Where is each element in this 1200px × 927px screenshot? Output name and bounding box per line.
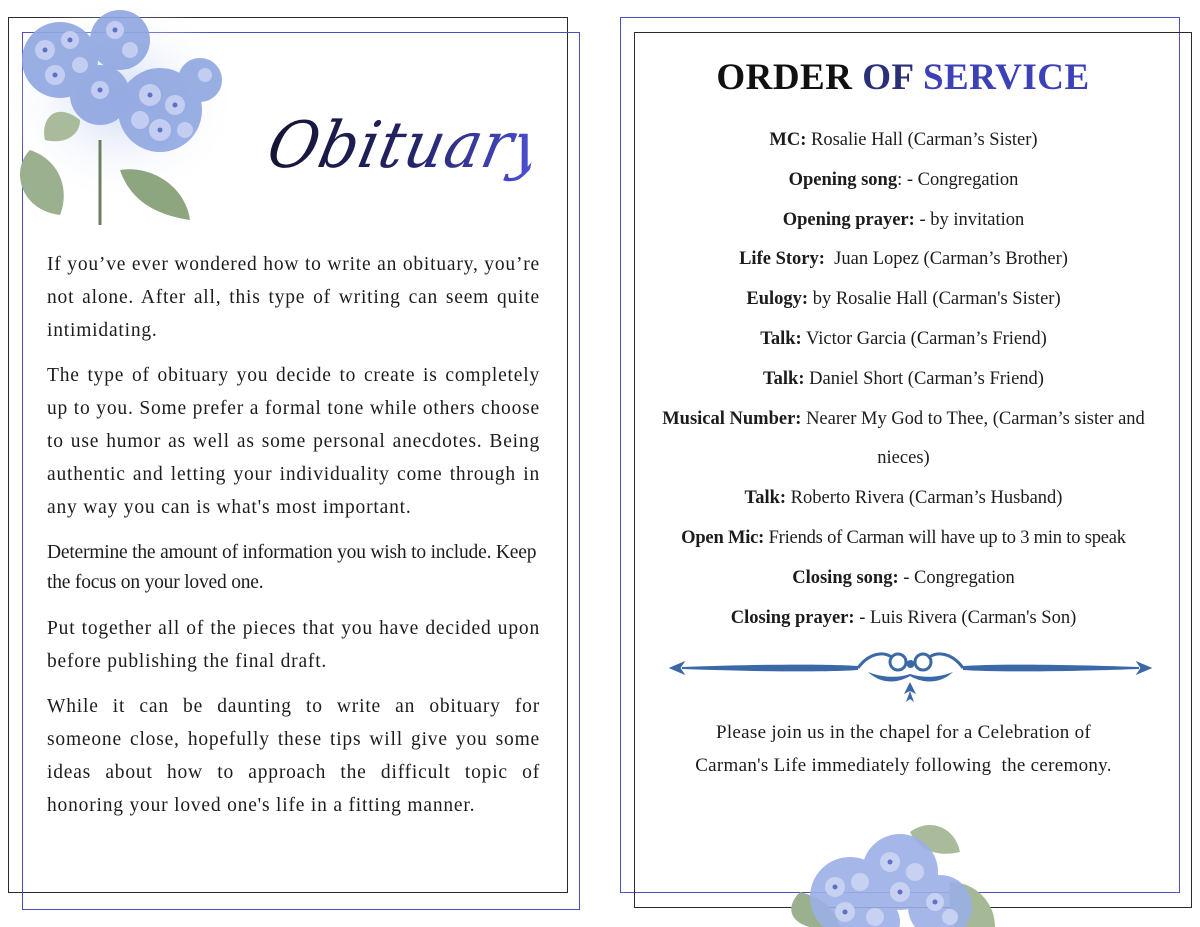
obituary-paragraph: Put together all of the pieces that you have decided upon before publishing the final draft. [47, 618, 540, 672]
service-item: Opening song: - Congregation [788, 169, 1019, 190]
service-item: Opening prayer: - by invitation [782, 209, 1025, 230]
obituary-paragraph: Determine the amount of information you wish to include. Keep the focus on your loved one. [47, 542, 537, 593]
hydrangea-flower-icon [780, 812, 1000, 927]
obituary-body [47, 248, 540, 834]
obituary-title: Obituary [256, 86, 548, 206]
service-item: MC: Rosalie Hall (Carman’s Sister) [769, 130, 1038, 150]
title-word: ORDER [716, 57, 853, 98]
obituary-paragraph: While it can be daunting to write an obituary for someone close, hopefully these tips will give you some ideas about how to approach the difficult topic of honoring your loved one's life in a fitting manner. [47, 696, 540, 816]
title-word: SERVICE [922, 57, 1090, 98]
ornamental-divider-icon [668, 644, 1153, 706]
service-item: Talk: Roberto Rivera (Carman’s Husband) [744, 488, 1063, 509]
hydrangea-flower-icon [0, 0, 240, 230]
service-item: Closing song: - Congregation [792, 567, 1015, 588]
service-item: Eulogy: by Rosalie Hall (Carman's Sister) [746, 289, 1061, 310]
service-program-list [645, 121, 1162, 638]
closing-note [645, 716, 1162, 782]
closing-line: Carman's Life immediately following the ceremony. [695, 755, 1112, 776]
service-item: Life Story: Juan Lopez (Carman’s Brother) [739, 249, 1068, 270]
service-item: Talk: Daniel Short (Carman’s Friend) [763, 368, 1044, 389]
closing-line: Please join us in the chapel for a Celebration of [715, 722, 1092, 743]
service-item: Talk: Victor Garcia (Carman’s Friend) [760, 328, 1047, 349]
service-item: Open Mic: Friends of Carman will have up to 3 min to speak [681, 527, 1126, 548]
title-word: OF [862, 57, 914, 98]
service-item: Musical Number: Nearer My God to Thee, (Carman’s sister and nieces) [662, 408, 1145, 469]
order-of-service-title [634, 56, 1172, 99]
obituary-paragraph: The type of obituary you decide to create is completely up to you. Some prefer a formal tone while others choose to use humor as well as some personal anecdotes. Being authentic and letting your individuality come through in any way you can is what's most important. [47, 365, 540, 518]
obituary-paragraph: If you’ve ever wondered how to write an obituary, you’re not alone. After all, this type of writing can seem quite intimidating. [47, 254, 540, 341]
service-item: Closing prayer: - Luis Rivera (Carman's Son) [730, 607, 1077, 628]
